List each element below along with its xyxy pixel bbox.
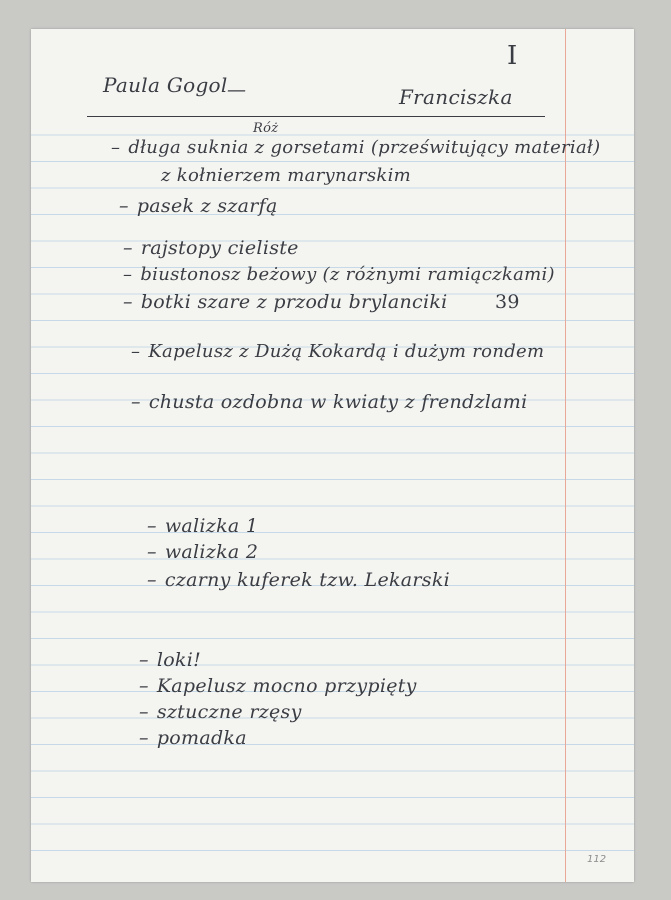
size-note: 39 xyxy=(495,291,520,313)
roman-numeral: I xyxy=(507,41,518,71)
list-item: – pasek z szarfą xyxy=(119,195,278,217)
list-item: – botki szare z przodu brylanciki xyxy=(123,291,448,313)
page-number: 112 xyxy=(587,854,607,865)
list-item: – rajstopy cieliste xyxy=(123,237,299,259)
list-item: – chusta ozdobna w kwiaty z frendzlami xyxy=(131,391,528,413)
name-right: Franciszka xyxy=(399,85,513,109)
list-item: – czarny kuferek tzw. Lekarski xyxy=(147,569,451,591)
superscript-note: Róż xyxy=(253,121,279,136)
list-item: – Kapelusz mocno przypięty xyxy=(139,675,417,697)
list-item: – walizka 1 xyxy=(147,515,259,537)
list-item: – biustonosz beżowy (z różnymi ramiączkami) xyxy=(123,264,555,285)
list-item: z kołnierzem marynarskim xyxy=(161,165,411,186)
name-left: Paula Gogol xyxy=(103,73,228,97)
notebook-page xyxy=(31,29,634,882)
list-item: – loki! xyxy=(139,649,202,671)
header-underline xyxy=(87,116,545,117)
list-item: – walizka 2 xyxy=(147,541,259,563)
list-item: – długa suknia z gorsetami (prześwitujący materiał) xyxy=(111,137,601,158)
list-item: – pomadka xyxy=(139,727,247,749)
list-item: – sztuczne rzęsy xyxy=(139,701,302,723)
list-item: – Kapelusz z Dużą Kokardą i dużym rondem xyxy=(131,341,545,362)
header-dash: — xyxy=(227,79,247,101)
